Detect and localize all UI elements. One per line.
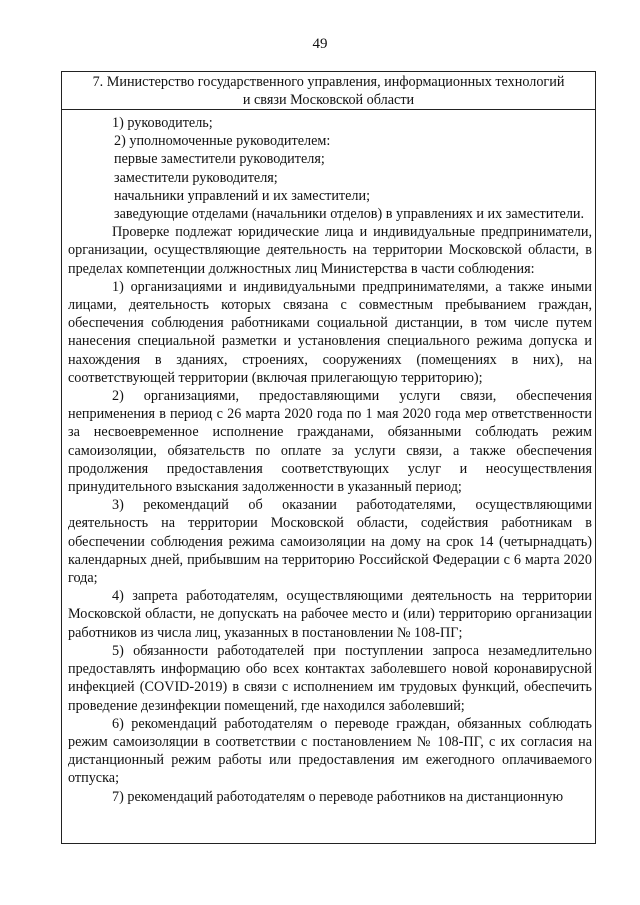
list-item: 3) рекомендаций об оказании работодателями, осуществляющими деятельность на территории Московской области, содействия работникам в обеспечении соблюдения режима самоизоляции на дому на срок 14 (четырнадцать) календарных дней, прибывшим на территорию Российской Федерации с 6 марта 2020 года; [68, 497, 592, 587]
list-item: 4) запрета работодателям, осуществляющими деятельность на территории Московской области, не допускать на рабочее место и (или) территорию организации работников из числа лиц, указанных в постановлении № 108-ПГ; [68, 588, 592, 641]
official-item-last: заведующие отделами (начальники отделов) в управлениях и их заместители. [114, 206, 585, 223]
list-item: 6) рекомендаций работодателям о переводе граждан, обязанных соблюдать режим самоизоляции в соответствии с постановлением № 108-ПГ, с их согласия на дистанционный режим работы или предоставления им ежегодного оплачиваемого отпуска; [68, 715, 592, 787]
intro-paragraph: Проверке подлежат юридические лица и индивидуальные предприниматели, организации, осуществляющие деятельность на территории Московской области, в пределах компетенции должностных лиц Министерства в части соблюдения: [68, 224, 592, 277]
list-item: 7) рекомендаций работодателям о переводе работников на дистанционную [112, 788, 564, 805]
page-number: 49 [312, 36, 328, 52]
list-item: 5) обязанности работодателей при поступлении запроса незамедлительно предоставлять информацию обо всех контактах заболевшего новой коронавирусной инфекцией (COVID-2019) в связи с исполнением им трудовых функций, обеспечить проведение дезинфекции помещений, где находился заболевший; [68, 642, 592, 714]
official-item: первые заместители руководителя; [114, 151, 325, 168]
list-item: 1) организациями и индивидуальными предпринимателями, а также иными лицами, деятельность которых связана с совместным пребыванием граждан, обеспечения соблюдения работниками социальной дистанции, в том числе путем нанесения специальной разметки и установления специального режима допуска и нахождения в зданиях, строениях, сооружениях (помещениях в них), на соответствующей территории (включая прилегающую территорию); [68, 278, 592, 386]
section-title-line-2: и связи Московской области [242, 91, 415, 108]
official-item: начальники управлений и их заместители; [114, 187, 371, 204]
document-table [61, 71, 596, 844]
official-item: 2) уполномоченные руководителем: [114, 133, 331, 150]
official-item: 1) руководитель; [112, 115, 213, 131]
table-body [62, 114, 597, 806]
section-title-line-1: 7. Министерство государственного управления, информационных технологий [92, 74, 565, 90]
list-item: 2) организациями, предоставляющими услуги связи, обеспечения неприменения в период с 26 марта 2020 года по 1 мая 2020 года мер ответственности за несвоевременное исполнение гражданами, обязанными соблюдать режим самоизоляции, обязательств по оплате за услуги связи, а также обеспечения продолжения предоставления соответствующих услуг и неосуществления принудительного взыскания задолженности в указанный период; [68, 388, 592, 496]
table-header [62, 72, 595, 110]
official-item: заместители руководителя; [114, 169, 278, 186]
